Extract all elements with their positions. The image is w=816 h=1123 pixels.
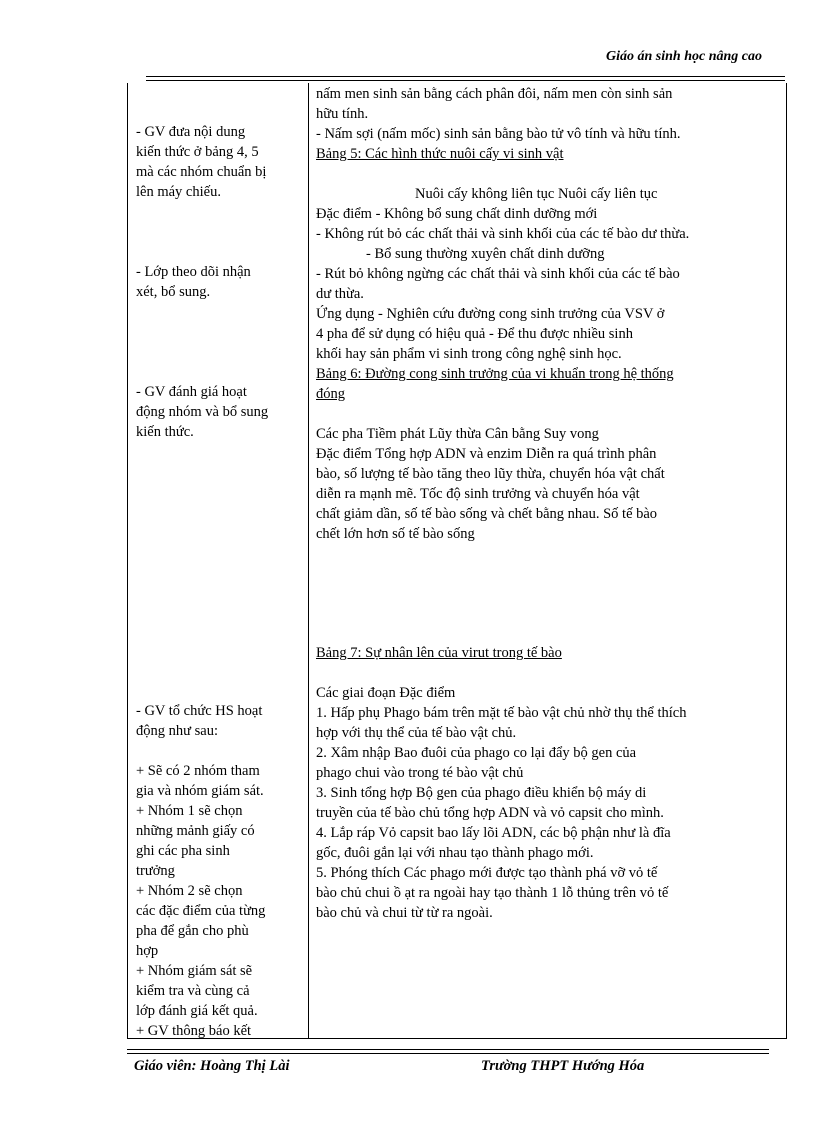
left-line: kiến thức. bbox=[136, 424, 194, 440]
table6-caption: Bảng 6: Đường cong sinh trưởng của vi khuẩn trong hệ thống bbox=[316, 366, 674, 382]
right-line: bào chủ và chui từ từ ra ngoài. bbox=[316, 905, 493, 921]
right-line: 4 pha để sử dụng có hiệu quả - Để thu được nhiều sinh bbox=[316, 326, 633, 342]
table-column-divider bbox=[308, 83, 309, 1038]
right-line: Các pha Tiềm phát Lũy thừa Cân bằng Suy vong bbox=[316, 426, 599, 442]
right-line: 3. Sinh tổng hợp Bộ gen của phago điều khiển bộ máy di bbox=[316, 785, 647, 801]
left-line: + Sẽ có 2 nhóm tham bbox=[136, 763, 260, 779]
left-line: - GV tổ chức HS hoạt bbox=[136, 703, 263, 719]
right-line: - Nấm sợi (nấm mốc) sinh sản bằng bào tử vô tính và hữu tính. bbox=[316, 126, 681, 142]
left-line: lớp đánh giá kết quả. bbox=[136, 1003, 258, 1019]
right-line: Đặc điểm Tổng hợp ADN và enzim Diễn ra quá trình phân bbox=[316, 446, 657, 462]
left-line: động như sau: bbox=[136, 723, 218, 739]
right-line: Ứng dụng - Nghiên cứu đường cong sinh trưởng của VSV ở bbox=[316, 306, 665, 322]
left-line: gia và nhóm giám sát. bbox=[136, 783, 264, 799]
left-line: trưởng bbox=[136, 863, 175, 879]
right-line: Nuôi cấy không liên tục Nuôi cấy liên tục bbox=[415, 186, 658, 202]
left-line: ghi các pha sinh bbox=[136, 843, 230, 859]
table7-caption: Bảng 7: Sự nhân lên của virut trong tế bào bbox=[316, 645, 562, 661]
header-title: Giáo án sinh học nâng cao bbox=[606, 49, 762, 64]
left-line: xét, bổ sung. bbox=[136, 284, 211, 300]
right-line: diễn ra mạnh mẽ. Tốc độ sinh trưởng và chuyển hóa vật bbox=[316, 486, 640, 502]
left-line: + Nhóm giám sát sẽ bbox=[136, 963, 253, 979]
left-line: + Nhóm 2 sẽ chọn bbox=[136, 883, 243, 899]
right-line: chất giảm dần, số tế bào sống và chết bằng nhau. Số tế bào bbox=[316, 506, 658, 522]
right-line: hữu tính. bbox=[316, 106, 369, 122]
right-line: - Rút bỏ không ngừng các chất thải và sinh khối của các tế bào bbox=[316, 266, 680, 282]
left-line: những mảnh giấy có bbox=[136, 823, 255, 839]
right-line: chết lớn hơn số tế bào sống bbox=[316, 526, 475, 542]
header-rule-bottom bbox=[146, 80, 785, 81]
right-line: 2. Xâm nhập Bao đuôi của phago co lại đẩy bộ gen của bbox=[316, 745, 637, 761]
left-line: + GV thông báo kết bbox=[136, 1023, 252, 1039]
right-line: dư thừa. bbox=[316, 286, 364, 302]
right-line: 4. Lắp ráp Vỏ capsit bao lấy lõi ADN, các bộ phận như là đĩa bbox=[316, 825, 671, 841]
footer-rule-top bbox=[127, 1049, 769, 1050]
left-line: pha để gắn cho phù bbox=[136, 923, 249, 939]
right-line: - Không rút bỏ các chất thải và sinh khối của các tế bào dư thừa. bbox=[316, 226, 690, 242]
left-line: - GV đánh giá hoạt bbox=[136, 384, 247, 400]
left-line: lên máy chiếu. bbox=[136, 184, 221, 200]
right-line: gốc, đuôi gắn lại với nhau tạo thành phago mới. bbox=[316, 845, 594, 861]
footer-teacher: Giáo viên: Hoàng Thị Lài bbox=[134, 1058, 290, 1074]
left-line: động nhóm và bổ sung bbox=[136, 404, 269, 420]
left-line: mà các nhóm chuẩn bị bbox=[136, 164, 267, 180]
table6-caption: đóng bbox=[316, 386, 345, 402]
right-line: 1. Hấp phụ Phago bám trên mặt tế bào vật chủ nhờ thụ thể thích bbox=[316, 705, 687, 721]
right-line: bào chủ chui ồ ạt ra ngoài hay tạo thành 1 lỗ thủng trên vỏ tế bbox=[316, 885, 669, 901]
right-line: truyền của tế bào chủ tổng hợp ADN và vỏ capsit cho mình. bbox=[316, 805, 664, 821]
header-rule-top bbox=[146, 76, 785, 77]
right-line: khối hay sản phẩm vi sinh trong công nghệ sinh học. bbox=[316, 346, 622, 362]
right-line: Các giai đoạn Đặc điểm bbox=[316, 685, 456, 701]
left-line: hợp bbox=[136, 943, 159, 959]
right-line: bào, số lượng tế bào tăng theo lũy thừa, chuyển hóa vật chất bbox=[316, 466, 665, 482]
right-line: 5. Phóng thích Các phago mới được tạo thành phá vỡ vỏ tế bbox=[316, 865, 658, 881]
left-line: kiểm tra và cùng cả bbox=[136, 983, 250, 999]
footer-school: Trường THPT Hướng Hóa bbox=[481, 1058, 645, 1074]
right-line: nấm men sinh sản bằng cách phân đôi, nấm men còn sinh sản bbox=[316, 86, 673, 102]
left-line: kiến thức ở bảng 4, 5 bbox=[136, 144, 259, 160]
left-line: - GV đưa nội dung bbox=[136, 124, 246, 140]
left-line: + Nhóm 1 sẽ chọn bbox=[136, 803, 243, 819]
right-line: Đặc điểm - Không bổ sung chất dinh dưỡng mới bbox=[316, 206, 598, 222]
left-line: các đặc điểm của từng bbox=[136, 903, 266, 919]
footer-rule-bottom bbox=[127, 1053, 769, 1054]
right-line: hợp với thụ thể của tế bào vật chủ. bbox=[316, 725, 517, 741]
right-line: phago chui vào trong té bào vật chủ bbox=[316, 765, 524, 781]
table5-caption: Bảng 5: Các hình thức nuôi cấy vi sinh vật bbox=[316, 146, 564, 162]
left-line: - Lớp theo dõi nhận bbox=[136, 264, 251, 280]
right-line: - Bổ sung thường xuyên chất dinh dưỡng bbox=[366, 246, 605, 262]
